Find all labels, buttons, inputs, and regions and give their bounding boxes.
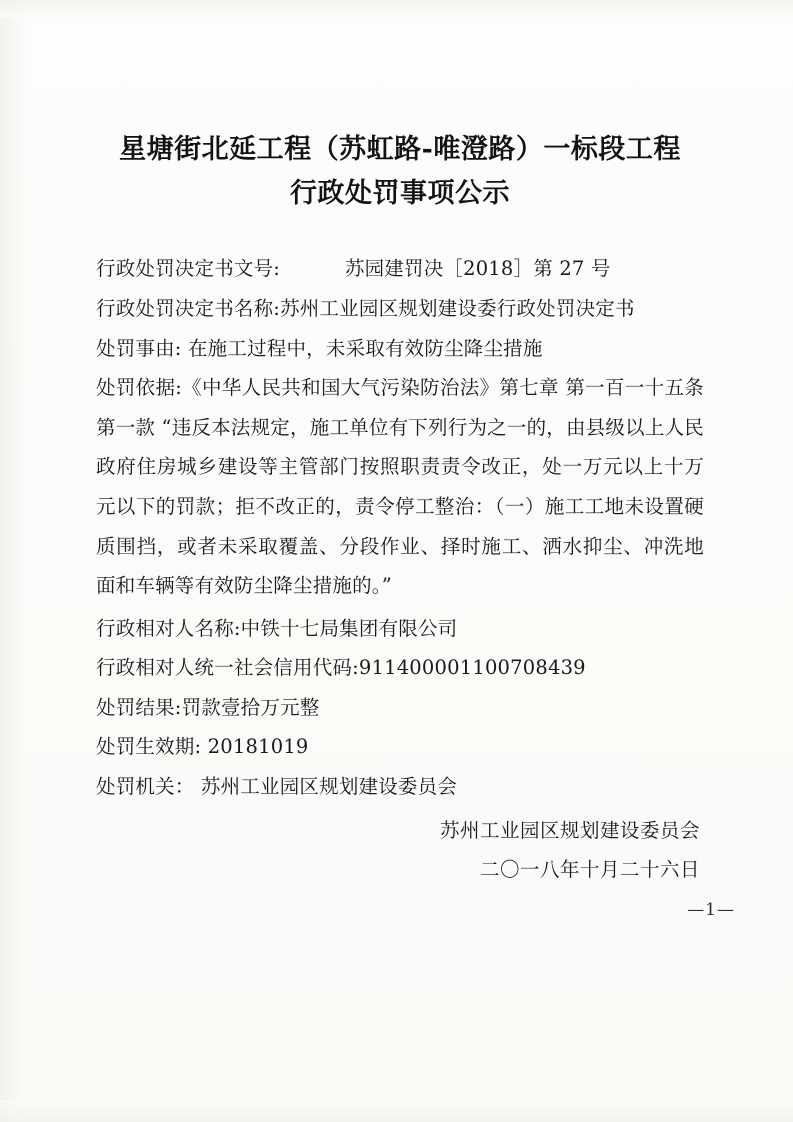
- document-content: [96, 128, 704, 890]
- field-effective-date-value: 20181019: [207, 735, 309, 759]
- field-decision-name-value: 苏州工业园区规划建设委行政处罚决定书: [280, 297, 635, 321]
- document-body: [96, 249, 704, 889]
- field-result-label: 处罚结果:: [96, 695, 182, 719]
- field-basis-value: 《中华人民共和国大气污染防治法》第七章 第一百一十五条 第一款 “违反本法规定，施工单位有下列行为之一的，由县级以上人民政府住房城乡建设等主管部门按照职责责令改正，处一万元以上十万元以下的罚款；拒不改正的，责令停工整治：（一）施工工地未设置硬质围挡，或者未采取覆盖、分段作业、择时施工、洒水抑尘、冲洗地面和车辆等有效防尘降尘措施的。”: [96, 376, 704, 598]
- signature-organization: 苏州工业园区规划建设委员会: [439, 818, 700, 842]
- field-party-name-label: 行政相对人名称:: [96, 616, 241, 640]
- signature-date: 二〇一八年十月二十六日: [479, 858, 700, 882]
- page-title-line-1: 星塘街北延工程（苏虹路-唯澄路）一标段工程: [119, 134, 681, 165]
- field-reason-value: 在施工过程中，未采取有效防尘降尘措施: [187, 336, 543, 360]
- scan-edge-left: [0, 0, 26, 1122]
- page-number: —1—: [687, 900, 735, 920]
- field-effective-date: [96, 727, 704, 767]
- scan-edge-top: [0, 0, 793, 18]
- field-basis: [96, 368, 704, 605]
- field-reason: [96, 329, 704, 369]
- scan-edge-bottom: [0, 1100, 793, 1122]
- field-party-name-value: 中铁十七局集团有限公司: [240, 616, 458, 640]
- field-decision-number-value: 苏园建罚决［2018］第 27 号: [344, 257, 611, 281]
- field-reason-label: 处罚事由:: [96, 336, 182, 360]
- field-decision-name-label: 行政处罚决定书名称:: [96, 297, 281, 321]
- field-credit-code-value: 911400001100708439: [358, 656, 586, 680]
- field-authority-label: 处罚机关：: [96, 774, 195, 798]
- field-result: [96, 688, 704, 728]
- page-title-line-2: 行政处罚事项公示: [290, 177, 510, 209]
- field-decision-number-label: 行政处罚决定书文号:: [96, 257, 281, 281]
- page-title: [96, 128, 704, 215]
- field-credit-code: [96, 648, 704, 688]
- field-basis-label: 处罚依据:: [96, 376, 183, 400]
- field-effective-date-label: 处罚生效期:: [96, 735, 202, 759]
- field-authority: [96, 767, 704, 807]
- field-authority-value: 苏州工业园区规划建设委员会: [200, 774, 458, 798]
- field-credit-code-label: 行政相对人统一社会信用代码:: [96, 656, 359, 680]
- field-party-name: [96, 609, 704, 649]
- field-result-value: 罚款壹拾万元整: [181, 695, 320, 719]
- field-decision-number: [96, 249, 704, 289]
- field-decision-name: [96, 289, 704, 329]
- signature-block: [96, 811, 704, 890]
